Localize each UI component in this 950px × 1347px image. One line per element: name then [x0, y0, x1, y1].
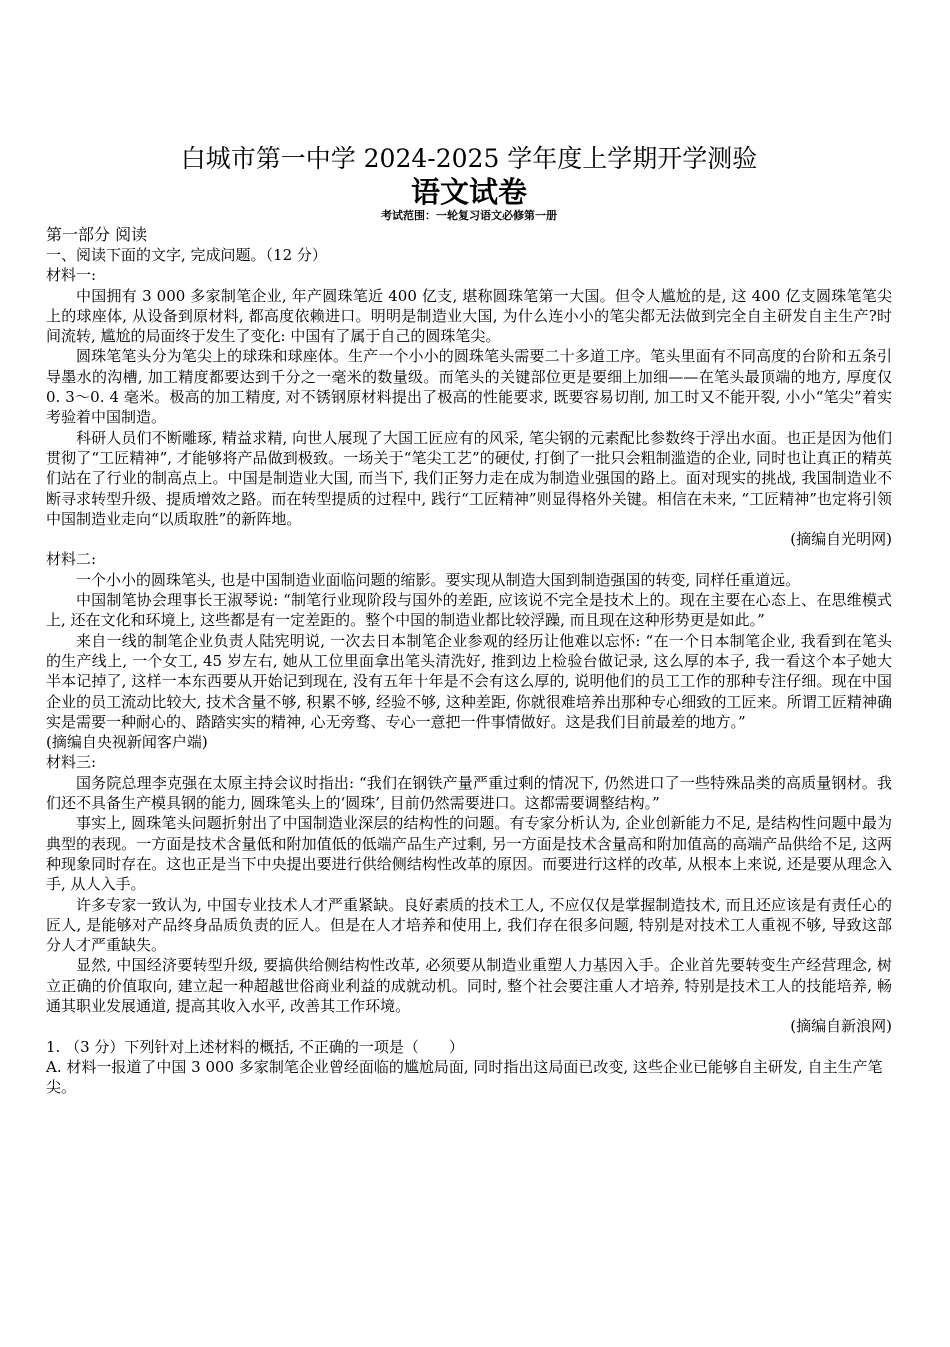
- material3-label: 材料三:: [46, 753, 97, 772]
- material2-source: (摘编自央视新闻客户端): [46, 733, 208, 752]
- material2-label: 材料二:: [46, 550, 97, 569]
- material3-paragraph: 许多专家一致认为, 中国专业技术人才严重紧缺。良好素质的技术工人, 不应仅仅是掌握制造技术, 而且还应该是有责任心的匠人, 是能够对产品终身品质负责的匠人。但是在人才培养和使用上, 我们存在很多问题, 特别是对技术工人重视不够, 导致这部分人才严重缺失。: [46, 895, 892, 955]
- material3-source: (摘编自新浪网): [790, 1017, 892, 1036]
- exam-title: 白城市第一中学 2024-2025 学年度上学期开学测验: [180, 144, 758, 173]
- material3-paragraph: 显然, 中国经济要转型升级, 要搞供给侧结构性改革, 必须要从制造业重塑人力基因入手。企业首先要转变生产经营理念, 树立正确的价值取向, 建立起一种超越世俗商业利益的成就动机。同时, 整个社会要注重人才培养, 特别是技术工人的技能培养, 畅通其职业发展通道, 提高其收入水平, 改善其工作环境。: [46, 956, 892, 1015]
- material1-source: (摘编自光明网): [790, 530, 892, 549]
- material1-paragraph: 圆珠笔笔头分为笔尖上的球珠和球座体。生产一个小小的圆珠笔头需要二十多道工序。笔头里面有不同高度的台阶和五条引导墨水的沟槽, 加工精度都要达到千分之一毫米的数量级。而笔头的关键部位更是要细上加细——在笔头最顶端的地方, 厚度仅 0. 3～0. 4 毫米。极高的加工精度, 对不锈钢原材料提出了极高的性能要求, 既要容易切削, 加工时又不能开裂, 小小“笔尖”着实考验着中国制造。: [46, 347, 892, 427]
- material1-paragraph: 科研人员们不断雕琢, 精益求精, 向世人展现了大国工匠应有的风采, 笔尖钢的元素配比参数终于浮出水面。也正是因为他们贯彻了“工匠精神”, 才能够将产品做到极致。一场关于“笔尖工艺”的硬仗, 打倒了一批只会粗制滥造的企业, 同时也让真正的精英们站在了行业的制高点上。中国是制造业大国, 而当下, 我们正努力走在成为制造业强国的路上。面对现实的挑战, 我国制造业不断寻求转型升级、提质增效之路。而在转型提质的过程中, 践行“工匠精神”则显得格外关键。相信在未来, “工匠精神”也定将引领中国制造业走向“以质取胜”的新阵地。: [46, 428, 892, 528]
- material1-paragraph: 中国拥有 3 000 多家制笔企业, 年产圆珠笔近 400 亿支, 堪称圆珠笔第一大国。但令人尴尬的是, 这 400 亿支圆珠笔笔尖上的球座体, 从设备到原材料, 都高度依赖进口。明明是制造业大国, 为什么连小小的笔尖都无法做到完全自主研发自主生产?时间流转, 尴尬的局面终于发生了变化: 中国有了属于自己的圆珠笔尖。: [46, 286, 892, 346]
- section-heading: 一、阅读下面的文字, 完成问题。（12 分）: [46, 246, 327, 264]
- material3-paragraph: 国务院总理李克强在太原主持会议时指出: “我们在钢铁产量严重过剩的情况下, 仍然进口了一些特殊品类的高质量钢材。我们还不具备生产模具钢的能力, 圆珠笔头上的‘圆珠’, 目前仍然需要进口。这都需要调整结构。”: [46, 773, 892, 813]
- question-1-stem: 1. （3 分）下列针对上述材料的概括, 不正确的一项是（ ）: [46, 1037, 464, 1056]
- part-heading: 第一部分 阅读: [46, 225, 148, 244]
- material2-paragraph: 一个小小的圆珠笔头, 也是中国制造业面临问题的缩影。要实现从制造大国到制造强国的转变, 同样任重道远。: [76, 570, 801, 589]
- question-1-option-a: A. 材料一报道了中国 3 000 多家制笔企业曾经面临的尴尬局面, 同时指出这局面已改变, 这些企业已能够自主研发, 自主生产笔尖。: [46, 1057, 883, 1097]
- exam-subtitle: 语文试卷: [410, 175, 527, 209]
- material2-paragraph: 来自一线的制笔企业负责人陆宪明说, 一次去日本制笔企业参观的经历让他难以忘怀: “在一个日本制笔企业, 我看到在笔头的生产线上, 一个女工, 45 岁左右, 她从工位里面拿出笔头清洗好, 推到边上检验台做记录, 这么厚的本子, 我一看这个本子她大半本记掉了, 这样一本东西要从开始记到现在, 没有五年十年是不会有这么厚的, 说明他们的员工工作的那种专注仔细。现在中国企业的员工流动比较大, 技术含量不够, 积累不够, 经验不够, 这种差距, 你就很难培养出那种专心细致的工匠来。所谓工匠精神确实是需要一种耐心的、踏踏实实的精神, 心无旁骛、专心一意把一件事情做好。这是我们目前最差的地方。”: [46, 631, 892, 731]
- exam-scope: 考试范围：一轮复习语文必修第一册: [381, 209, 557, 222]
- material3-paragraph: 事实上, 圆珠笔头问题折射出了中国制造业深层的结构性的问题。有专家分析认为, 企业创新能力不足, 是结构性问题中最为典型的表现。一方面是技术含量低和附加值低的低端产品生产过剩, 另一方面是技术含量高和附加值高的高端产品供给不足, 这两种现象同时存在。这也正是当下中央提出要进行供给侧结构性改革的原因。而要进行这样的改革, 从根本上来说, 还是要从理念入手, 从人入手。: [46, 814, 892, 894]
- material1-label: 材料一:: [46, 266, 97, 285]
- material2-paragraph: 中国制笔协会理事长王淑琴说: “制笔行业现阶段与国外的差距, 应该说不完全是技术上的。现在主要在心态上、在思维模式上, 还在文化和环境上, 这些都是有一定差距的。整个中国的制造业都比较浮躁, 而且现在这种形势更是如此。”: [46, 591, 892, 630]
